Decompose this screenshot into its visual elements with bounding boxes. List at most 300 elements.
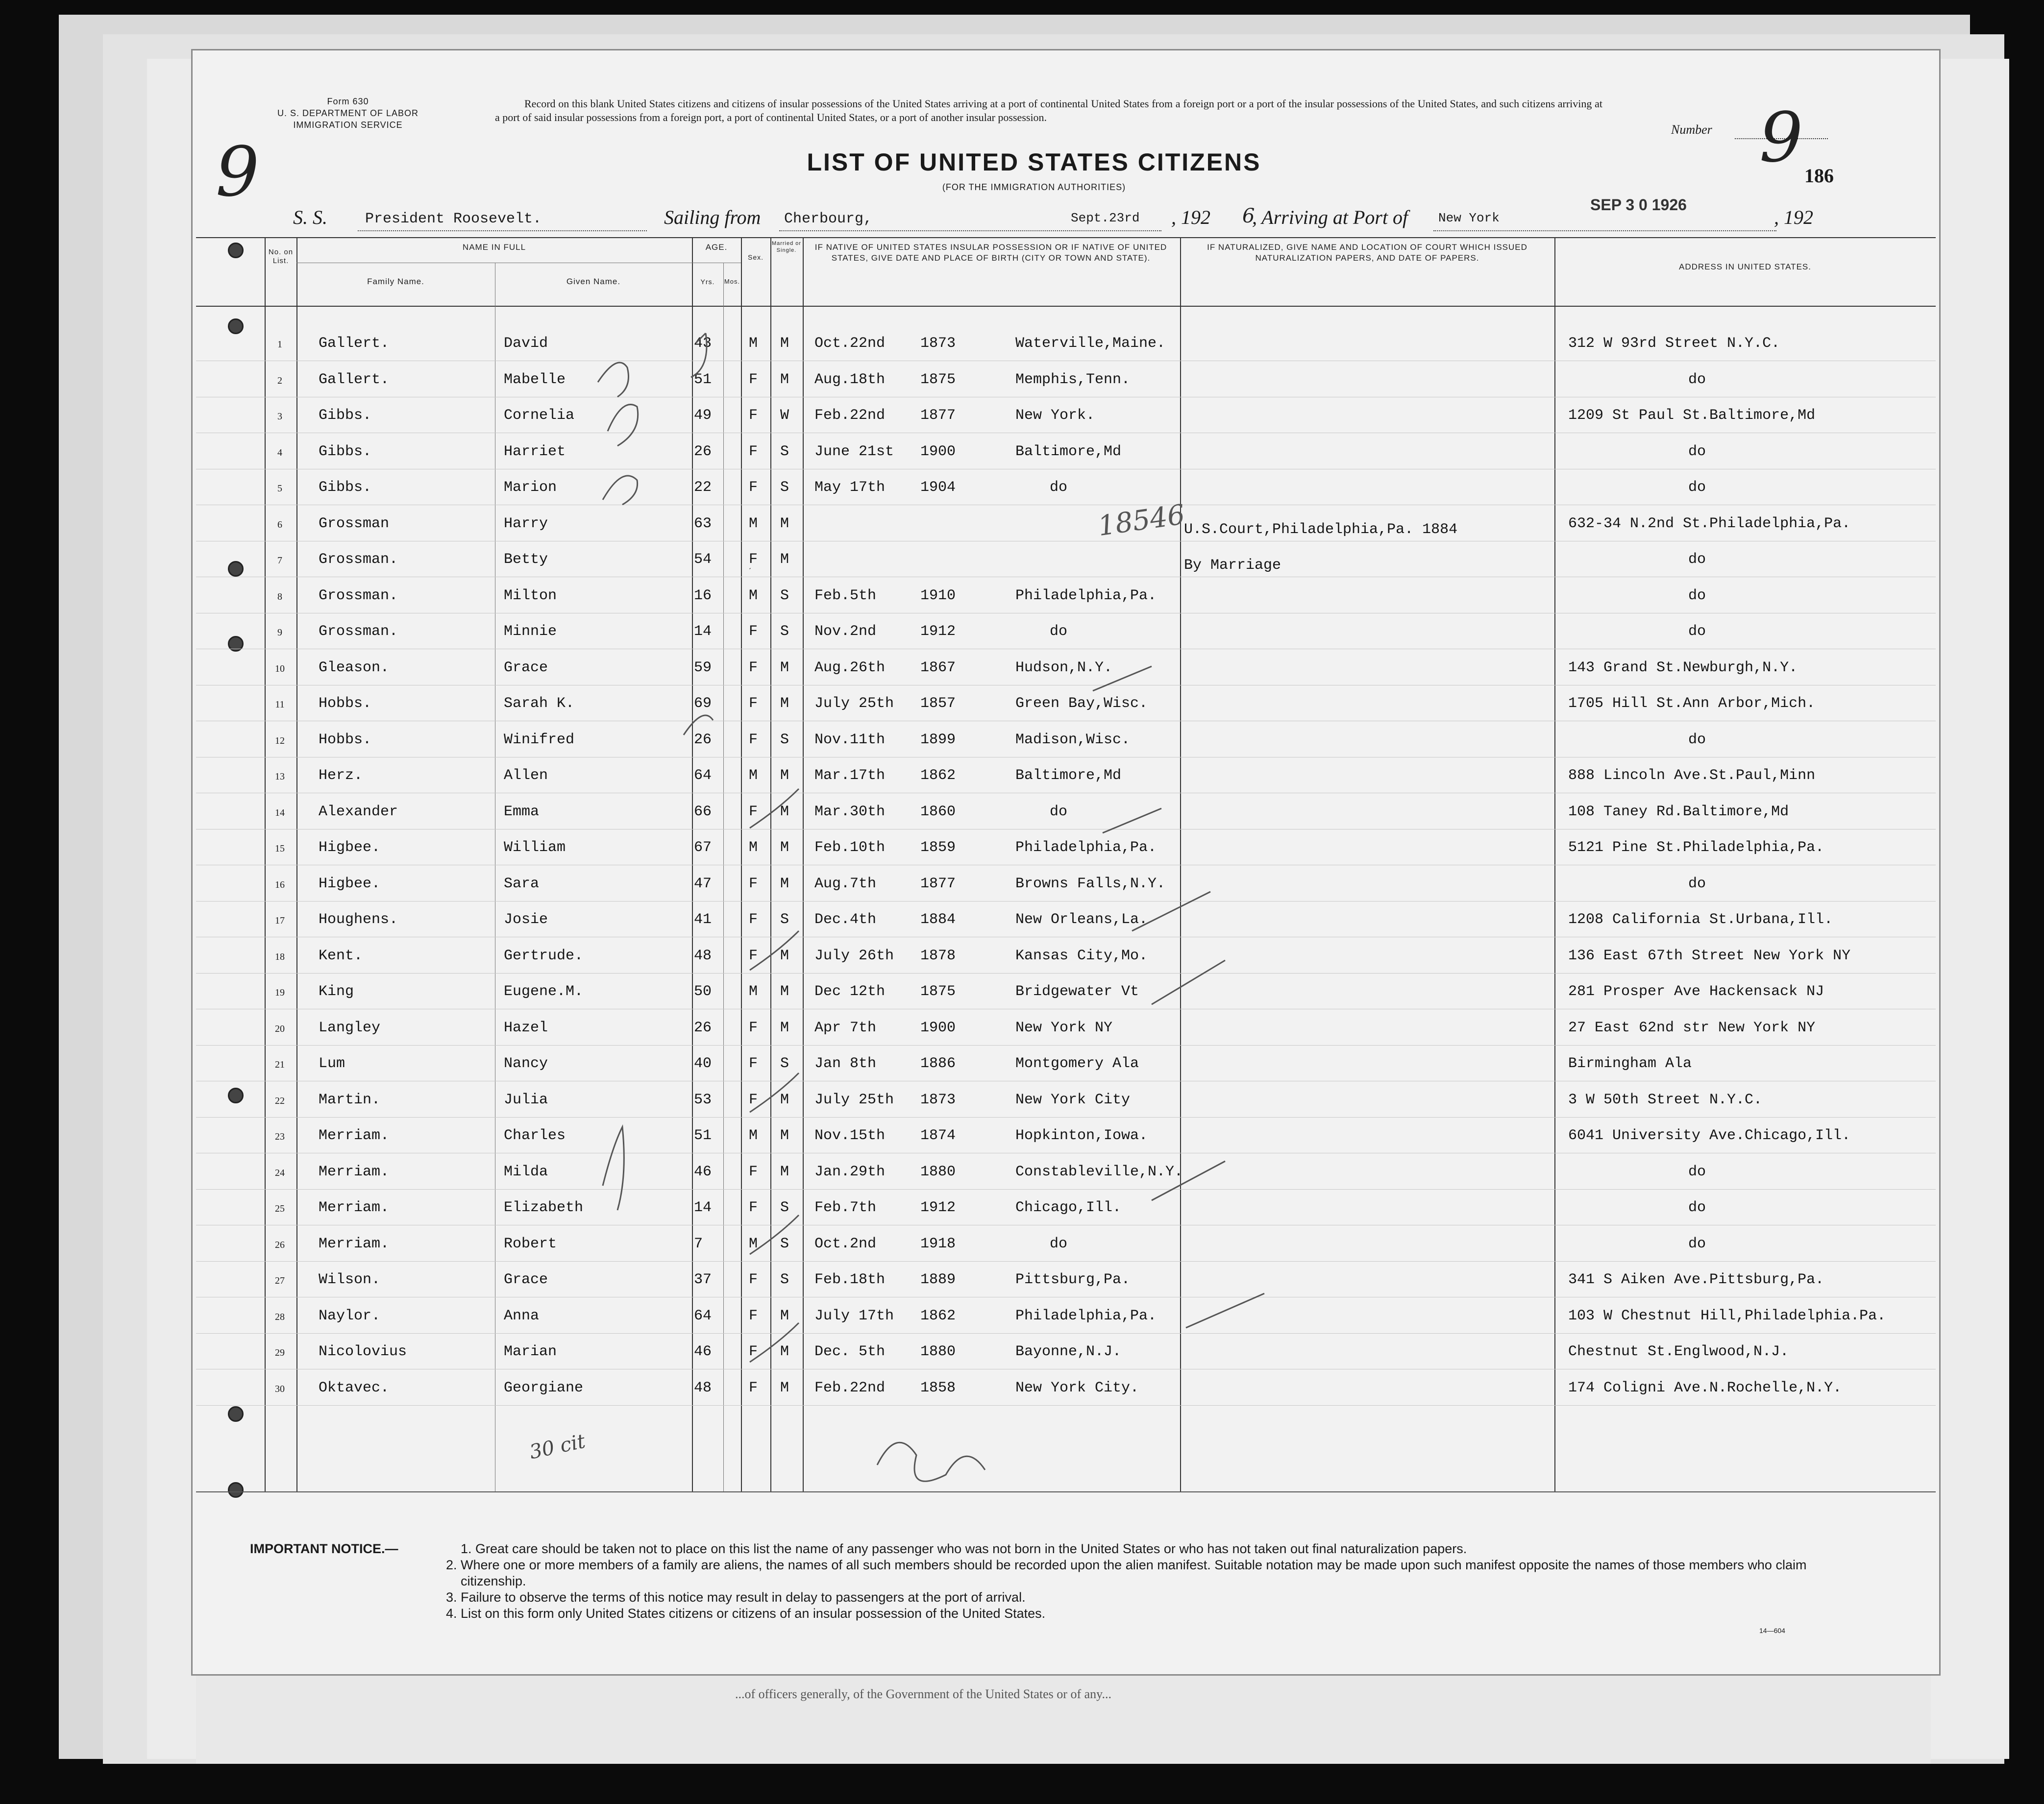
sex-cell: F: [749, 1343, 758, 1360]
birth-date-cell: Nov.11th: [814, 731, 886, 748]
table-bottom-rule: [196, 1491, 1936, 1492]
birth-date-cell: Mar.17th: [814, 767, 886, 784]
address-cell: do: [1688, 1163, 1706, 1180]
birth-place-cell: Green Bay,Wisc.: [1015, 695, 1148, 712]
arrival-date-stamp: SEP 3 0 1926: [1590, 196, 1687, 214]
notice-lead: IMPORTANT NOTICE.—: [250, 1541, 398, 1556]
rownum: 26: [275, 1239, 285, 1250]
rownum: 6: [277, 519, 282, 530]
family-name-cell: Merriam.: [319, 1235, 390, 1252]
age-cell: 50: [694, 983, 712, 1000]
rownum: 5: [277, 483, 282, 494]
family-name-cell: Merriam.: [319, 1163, 390, 1180]
age-cell: 40: [694, 1055, 712, 1072]
col-rule: [803, 237, 804, 1491]
address-cell: 108 Taney Rd.Baltimore,Md: [1568, 803, 1789, 820]
sex-cell: F: [749, 731, 758, 748]
marital-status-cell: M: [780, 1163, 789, 1180]
marital-status-cell: S: [780, 1235, 789, 1252]
marital-status-cell: M: [780, 1307, 789, 1324]
handwritten-list-number: 9: [216, 132, 260, 212]
birth-place-cell: Bridgewater Vt: [1015, 983, 1139, 1000]
birth-year-cell: 1910: [920, 587, 956, 604]
birth-year-cell: 1862: [920, 767, 956, 784]
marital-status-cell: S: [780, 911, 789, 928]
table-row: [196, 1189, 1936, 1190]
table-row: [196, 1333, 1936, 1334]
birth-year-cell: 1857: [920, 695, 956, 712]
sex-cell: M: [749, 335, 758, 352]
address-cell: 27 East 62nd str New York NY: [1568, 1019, 1816, 1036]
rownum: 17: [275, 915, 285, 926]
col-header-age: AGE.: [705, 243, 728, 252]
birth-place-cell: do: [1050, 803, 1068, 820]
arrival-underline: [1433, 230, 1776, 231]
family-name-cell: Gallert.: [319, 371, 390, 388]
rownum: 18: [275, 951, 285, 962]
address-cell: 1208 California St.Urbana,Ill.: [1568, 911, 1833, 928]
age-cell: 66: [694, 803, 712, 820]
margin-note: 18546: [1096, 498, 1187, 543]
birth-place-cell: Constableville,N.Y.: [1015, 1163, 1183, 1180]
family-name-cell: Houghens.: [319, 911, 398, 928]
birth-year-cell: 1880: [920, 1343, 956, 1360]
age-cell: 43: [694, 335, 712, 352]
birth-year-cell: 1878: [920, 947, 956, 964]
rownum: 2: [277, 375, 282, 386]
family-name-cell: Langley: [319, 1019, 381, 1036]
ship-name: President Roosevelt.: [365, 211, 542, 227]
rownum: 14: [275, 807, 285, 818]
age-cell: 51: [694, 1127, 712, 1144]
marital-status-cell: M: [780, 1091, 789, 1108]
sex-cell: M: [749, 767, 758, 784]
birth-place-cell: New York NY: [1015, 1019, 1113, 1036]
sex-cell: F: [749, 407, 758, 424]
table-row: [196, 1405, 1936, 1406]
birth-date-cell: Nov.15th: [814, 1127, 886, 1144]
age-cell: 37: [694, 1271, 712, 1288]
birth-year-cell: 1912: [920, 1199, 956, 1216]
marital-status-cell: S: [780, 731, 789, 748]
given-name-cell: Georgiane: [504, 1379, 584, 1396]
given-name-cell: William: [504, 839, 566, 856]
birth-date-cell: July 17th: [814, 1307, 894, 1324]
notice-item: 4. List on this form only United States citizens or citizens of an insular possession of the United States.: [446, 1606, 1046, 1621]
given-name-cell: Cornelia: [504, 407, 575, 424]
age-cell: 54: [694, 551, 712, 568]
marital-status-cell: S: [780, 623, 789, 640]
arriving-label: , Arriving at Port of: [1252, 206, 1408, 228]
birth-place-cell: New Orleans,La.: [1015, 911, 1148, 928]
rownum: 20: [275, 1023, 285, 1034]
rownum: 11: [275, 699, 285, 710]
birth-place-cell: do: [1050, 479, 1068, 496]
family-name-cell: Grossman: [319, 515, 390, 532]
col-rule: [770, 237, 771, 1491]
marital-status-cell: M: [780, 371, 789, 388]
sex-cell: F: [749, 1055, 758, 1072]
given-name-cell: Eugene.M.: [504, 983, 584, 1000]
age-cell: 48: [694, 947, 712, 964]
birth-year-cell: 1875: [920, 371, 956, 388]
col-header-family: Family Name.: [367, 277, 424, 286]
family-name-cell: Wilson.: [319, 1271, 381, 1288]
rownum: 24: [275, 1167, 285, 1178]
address-cell: Birmingham Ala: [1568, 1055, 1692, 1072]
year-prefix: , 192: [1171, 206, 1210, 228]
sex-cell: F: [749, 695, 758, 712]
marital-status-cell: M: [780, 803, 789, 820]
family-name-cell: Herz.: [319, 767, 363, 784]
passenger-table: [196, 237, 1936, 1491]
address-cell: 1705 Hill St.Ann Arbor,Mich.: [1568, 695, 1816, 712]
address-cell: 136 East 67th Street New York NY: [1568, 947, 1851, 964]
given-name-cell: Nancy: [504, 1055, 548, 1072]
marital-status-cell: M: [780, 515, 789, 532]
number-label: Number: [1671, 122, 1712, 137]
rownum: 7: [277, 555, 282, 566]
given-name-cell: Gertrude.: [504, 947, 584, 964]
birth-year-cell: 1912: [920, 623, 956, 640]
col-rule: [1180, 237, 1181, 1491]
rownum: 28: [275, 1311, 285, 1322]
marital-status-cell: S: [780, 479, 789, 496]
birth-place-cell: Bayonne,N.J.: [1015, 1343, 1122, 1360]
age-cell: 26: [694, 443, 712, 460]
col-header-address: ADDRESS IN UNITED STATES.: [1679, 262, 1811, 271]
given-name-cell: Hazel: [504, 1019, 548, 1036]
rownum: 19: [275, 987, 285, 998]
table-row: [196, 1261, 1936, 1262]
age-cell: 69: [694, 695, 712, 712]
family-name-cell: Gibbs.: [319, 479, 372, 496]
arrival-port: New York: [1438, 211, 1500, 225]
page-number: 186: [1804, 165, 1834, 187]
col-header-married: Married or Single.: [771, 241, 802, 253]
birth-place-cell: New York City.: [1015, 1379, 1139, 1396]
sex-cell: F: [749, 803, 758, 820]
given-name-cell: Emma: [504, 803, 540, 820]
address-cell: do: [1688, 1235, 1706, 1252]
age-cell: 49: [694, 407, 712, 424]
age-cell: 46: [694, 1163, 712, 1180]
age-cell: 14: [694, 623, 712, 640]
age-cell: 64: [694, 767, 712, 784]
address-cell: 103 W Chestnut Hill,Philadelphia.Pa.: [1568, 1307, 1886, 1324]
given-name-cell: Grace: [504, 659, 548, 676]
birth-date-cell: July 26th: [814, 947, 894, 964]
birth-place-cell: Baltimore,Md: [1015, 443, 1122, 460]
col-rule: [741, 237, 742, 1491]
given-name-cell: Harriet: [504, 443, 566, 460]
given-name-cell: Elizabeth: [504, 1199, 584, 1216]
family-name-cell: Hobbs.: [319, 695, 372, 712]
sex-cell: F: [749, 1307, 758, 1324]
given-name-cell: Mabelle: [504, 371, 566, 388]
rownum: 3: [277, 411, 282, 422]
rownum: 9: [277, 627, 282, 638]
birth-place-cell: Browns Falls,N.Y.: [1015, 875, 1166, 892]
col-rule: [692, 237, 693, 1491]
rownum: 4: [277, 447, 282, 458]
rownum: 27: [275, 1275, 285, 1286]
birth-year-cell: 1877: [920, 407, 956, 424]
birth-year-cell: 1874: [920, 1127, 956, 1144]
birth-place-cell: New York City: [1015, 1091, 1131, 1108]
sex-cell: F: [749, 1199, 758, 1216]
sex-cell: F: [749, 623, 758, 640]
sex-cell: F: [749, 1091, 758, 1108]
birth-date-cell: Oct.22nd: [814, 335, 886, 352]
given-name-cell: Josie: [504, 911, 548, 928]
sex-cell: F: [749, 947, 758, 964]
age-cell: 26: [694, 1019, 712, 1036]
birth-year-cell: 1900: [920, 1019, 956, 1036]
family-name-cell: Higbee.: [319, 839, 381, 856]
sex-cell: F: [749, 371, 758, 388]
address-cell: 6041 University Ave.Chicago,Ill.: [1568, 1127, 1851, 1144]
age-cell: 63: [694, 515, 712, 532]
marital-status-cell: M: [780, 695, 789, 712]
birth-date-cell: Jan 8th: [814, 1055, 877, 1072]
marital-status-cell: M: [780, 1127, 789, 1144]
given-name-cell: Milda: [504, 1163, 548, 1180]
address-cell: do: [1688, 371, 1706, 388]
sex-cell: F: [749, 659, 758, 676]
rownum: 12: [275, 735, 285, 746]
sex-cell: M: [749, 515, 758, 532]
rownum: 16: [275, 879, 285, 890]
birth-place-cell: Waterville,Maine.: [1015, 335, 1166, 352]
birth-place-cell: Baltimore,Md: [1015, 767, 1122, 784]
torn-page-text: ...of officers generally, of the Government of the United States or of any...: [735, 1687, 1111, 1701]
given-name-cell: Allen: [504, 767, 548, 784]
family-name-cell: Gallert.: [319, 335, 390, 352]
rownum: 29: [275, 1347, 285, 1358]
birth-year-cell: 1899: [920, 731, 956, 748]
rownum: 25: [275, 1203, 285, 1214]
birth-date-cell: Dec.4th: [814, 911, 877, 928]
age-cell: 26: [694, 731, 712, 748]
family-name-cell: Gleason.: [319, 659, 390, 676]
col-header-given: Given Name.: [566, 277, 621, 286]
address-cell: 281 Prosper Ave Hackensack NJ: [1568, 983, 1824, 1000]
rownum: 10: [275, 663, 285, 674]
sex-cell: F: [749, 1271, 758, 1288]
form-identifier: [245, 96, 451, 131]
address-cell: 174 Coligni Ave.N.Rochelle,N.Y.: [1568, 1379, 1842, 1396]
birth-year-cell: 1860: [920, 803, 956, 820]
family-name-cell: Gibbs.: [319, 407, 372, 424]
birth-place-cell: New York.: [1015, 407, 1095, 424]
birth-year-cell: 1904: [920, 479, 956, 496]
marital-status-cell: W: [780, 407, 789, 424]
given-name-cell: Robert: [504, 1235, 557, 1252]
family-name-cell: Lum: [319, 1055, 345, 1072]
given-name-cell: David: [504, 335, 548, 352]
birth-year-cell: 1859: [920, 839, 956, 856]
family-name-cell: Grossman.: [319, 551, 398, 568]
sailing-date: Sept.23rd: [1071, 211, 1140, 225]
family-name-cell: Higbee.: [319, 875, 381, 892]
handwritten-number: 9: [1759, 98, 1803, 178]
address-cell: do: [1688, 623, 1706, 640]
family-name-cell: Hobbs.: [319, 731, 372, 748]
birth-date-cell: Feb.5th: [814, 587, 877, 604]
given-name-cell: Charles: [504, 1127, 566, 1144]
sex-cell: F: [749, 1163, 758, 1180]
birth-year-cell: 1867: [920, 659, 956, 676]
sex-cell: F: [749, 551, 758, 568]
header-bottom-rule: [196, 306, 1936, 307]
given-name-cell: Winifred: [504, 731, 575, 748]
birth-place-cell: do: [1050, 1235, 1068, 1252]
birth-year-cell: 1875: [920, 983, 956, 1000]
marital-status-cell: S: [780, 1199, 789, 1216]
family-name-cell: Merriam.: [319, 1127, 390, 1144]
family-name-cell: Kent.: [319, 947, 363, 964]
sex-cell: M: [749, 839, 758, 856]
birth-place-cell: do: [1050, 623, 1068, 640]
table-row: [196, 1117, 1936, 1118]
birth-date-cell: May 17th: [814, 479, 886, 496]
notice-item: 1. Great care should be taken not to place on this list the name of any passenger who was not born in the United States or who has not taken out final naturalization papers.: [461, 1541, 1467, 1556]
age-cell: 7: [694, 1235, 703, 1252]
birth-year-cell: 1877: [920, 875, 956, 892]
birth-date-cell: Dec 12th: [814, 983, 886, 1000]
age-cell: 67: [694, 839, 712, 856]
address-cell: do: [1688, 479, 1706, 496]
address-cell: 3 W 50th Street N.Y.C.: [1568, 1091, 1763, 1108]
birth-year-cell: 1889: [920, 1271, 956, 1288]
sex-cell: F: [749, 1379, 758, 1396]
departure-port: Cherbourg,: [784, 211, 873, 227]
marital-status-cell: S: [780, 443, 789, 460]
birth-year-cell: 1862: [920, 1307, 956, 1324]
birth-place-cell: Hudson,N.Y.: [1015, 659, 1113, 676]
birth-place-cell: Pittsburg,Pa.: [1015, 1271, 1131, 1288]
birth-date-cell: Feb.10th: [814, 839, 886, 856]
rownum: 13: [275, 771, 285, 782]
marital-status-cell: M: [780, 335, 789, 352]
notice-item: 3. Failure to observe the terms of this notice may result in delay to passengers at the port of arrival.: [446, 1590, 1026, 1605]
page-title: LIST OF UNITED STATES CITIZENS: [807, 148, 1261, 176]
marital-status-cell: M: [780, 1343, 789, 1360]
address-cell: do: [1688, 731, 1706, 748]
given-name-cell: Marion: [504, 479, 557, 496]
ss-label: S. S.: [293, 206, 327, 228]
age-cell: 64: [694, 1307, 712, 1324]
family-name-cell: Merriam.: [319, 1199, 390, 1216]
year-suffix: , 192: [1774, 206, 1813, 228]
birth-date-cell: Aug.18th: [814, 371, 886, 388]
important-notice: [250, 1541, 1867, 1622]
bottom-note: 30 cit: [527, 1430, 588, 1464]
print-code: 14—604: [1759, 1627, 1785, 1634]
birth-place-cell: Philadelphia,Pa.: [1015, 1307, 1157, 1324]
family-name-cell: Gibbs.: [319, 443, 372, 460]
birth-date-cell: Aug.26th: [814, 659, 886, 676]
address-cell: do: [1688, 1199, 1706, 1216]
given-name-cell: Harry: [504, 515, 548, 532]
marital-status-cell: M: [780, 659, 789, 676]
sex-cell: F: [749, 1019, 758, 1036]
birth-place-cell: Kansas City,Mo.: [1015, 947, 1148, 964]
birth-date-cell: June 21st: [814, 443, 894, 460]
col-header-birth: IF NATIVE OF UNITED STATES INSULAR POSSESSION OR IF NATIVE OF UNITED STATES, GIVE DATE AND PLACE OF BIRTH (CITY OR TOWN AND STATE).: [814, 243, 1167, 263]
table-row: [196, 1045, 1936, 1046]
marital-status-cell: M: [780, 1019, 789, 1036]
col-rule: [265, 237, 266, 1491]
service-name: IMMIGRATION SERVICE: [293, 120, 403, 130]
col-header-name: NAME IN FULL: [462, 243, 526, 252]
birth-date-cell: Feb.22nd: [814, 1379, 886, 1396]
marital-status-cell: S: [780, 1055, 789, 1072]
family-name-cell: Grossman.: [319, 623, 398, 640]
ship-underline: [358, 230, 647, 231]
birth-year-cell: 1884: [920, 911, 956, 928]
family-name-cell: Naylor.: [319, 1307, 381, 1324]
age-cell: 51: [694, 371, 712, 388]
year-digit: 6: [1242, 205, 1255, 227]
birth-date-cell: Mar.30th: [814, 803, 886, 820]
age-cell: 22: [694, 479, 712, 496]
sex-cell: F: [749, 911, 758, 928]
marital-status-cell: M: [780, 839, 789, 856]
col-rule: [723, 263, 724, 1491]
birth-date-cell: Dec. 5th: [814, 1343, 886, 1360]
rownum: 22: [275, 1095, 285, 1106]
birth-date-cell: Apr 7th: [814, 1019, 877, 1036]
col-rule: [296, 237, 297, 1491]
birth-date-cell: Nov.2nd: [814, 623, 877, 640]
age-cell: 47: [694, 875, 712, 892]
birth-place-cell: Philadelphia,Pa.: [1015, 839, 1157, 856]
address-cell: 341 S Aiken Ave.Pittsburg,Pa.: [1568, 1271, 1824, 1288]
birth-year-cell: 1886: [920, 1055, 956, 1072]
birth-place-cell: Madison,Wisc.: [1015, 731, 1131, 748]
col-header-no: No. on List.: [268, 248, 294, 265]
age-cell: 14: [694, 1199, 712, 1216]
given-name-cell: Sarah K.: [504, 695, 575, 712]
table-row: [196, 901, 1936, 902]
address-cell: 632-34 N.2nd St.Philadelphia,Pa.: [1568, 515, 1851, 532]
marital-status-cell: M: [780, 875, 789, 892]
departure-underline: [779, 230, 1161, 231]
rownum: 23: [275, 1131, 285, 1142]
table-row: [196, 973, 1936, 974]
given-name-cell: Milton: [504, 587, 557, 604]
family-name-cell: Alexander: [319, 803, 398, 820]
marital-status-cell: M: [780, 983, 789, 1000]
sex-cell: M: [749, 587, 758, 604]
marital-status-cell: M: [780, 947, 789, 964]
address-cell: do: [1688, 875, 1706, 892]
naturalization-cell: By Marriage: [1184, 557, 1281, 574]
given-name-cell: Grace: [504, 1271, 548, 1288]
family-name-cell: Grossman.: [319, 587, 398, 604]
page-subtitle: (FOR THE IMMIGRATION AUTHORITIES): [942, 182, 1126, 192]
birth-year-cell: 1873: [920, 1091, 956, 1108]
naturalization-cell: U.S.Court,Philadelphia,Pa. 1884: [1184, 521, 1458, 538]
birth-place-cell: Chicago,Ill.: [1015, 1199, 1122, 1216]
age-cell: 59: [694, 659, 712, 676]
given-name-cell: Sara: [504, 875, 540, 892]
address-cell: do: [1688, 551, 1706, 568]
age-cell: 46: [694, 1343, 712, 1360]
col-header-sex: Sex.: [747, 253, 763, 261]
